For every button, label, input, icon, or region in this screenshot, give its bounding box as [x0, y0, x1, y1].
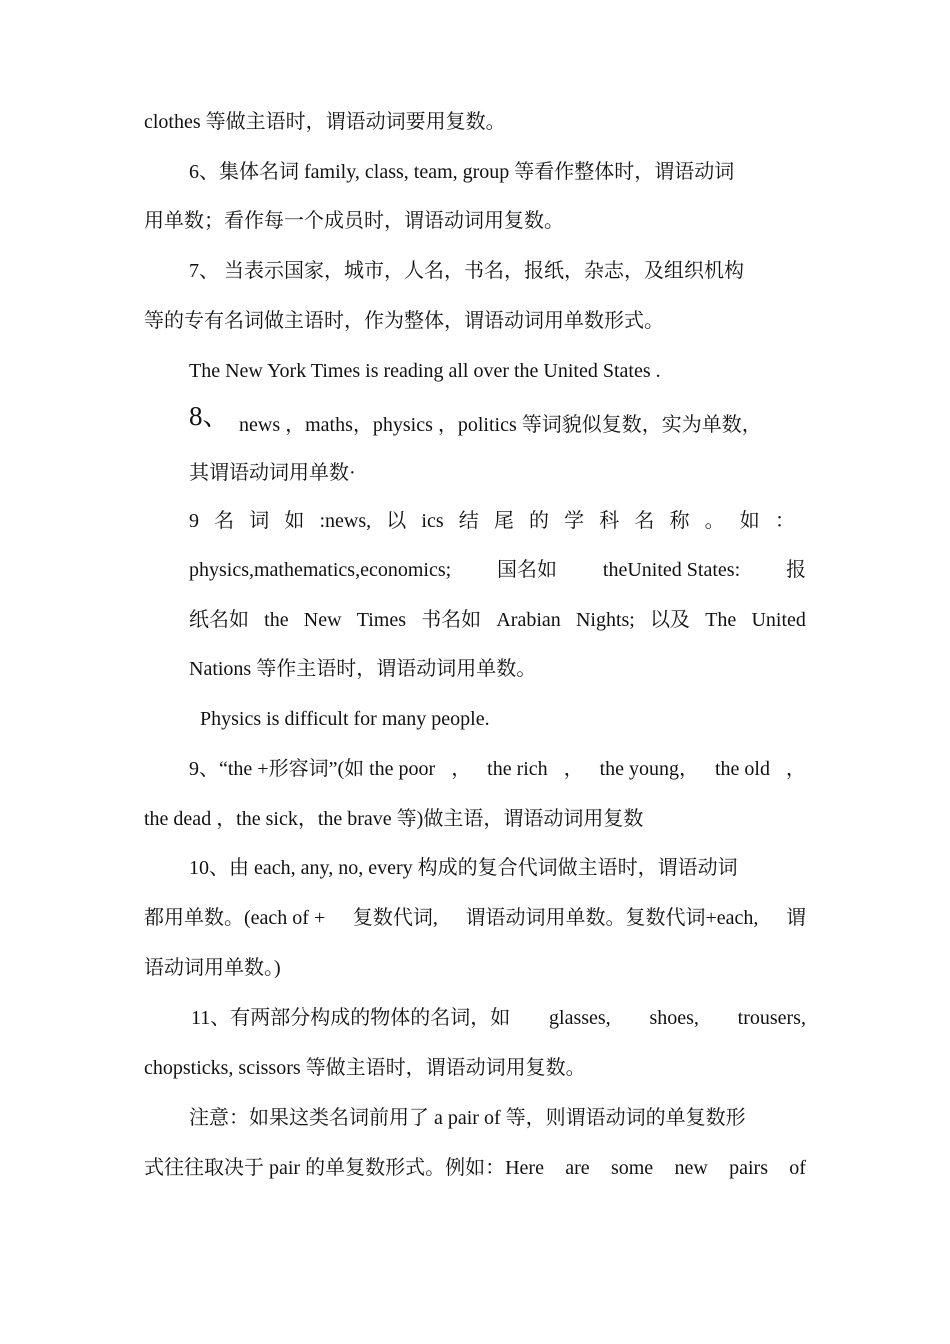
word: theUnited States: — [602, 559, 741, 581]
word: some — [610, 1157, 654, 1179]
word: physics,mathematics,economics; — [189, 559, 452, 581]
word: shoes, — [649, 1007, 699, 1029]
word: :news, — [319, 510, 372, 532]
word: the young， — [599, 758, 700, 780]
word: 尾 — [493, 510, 514, 532]
text-line — [189, 607, 806, 633]
text-line: 等的专有名词做主语时，作为整体，谓语动词用单数形式。 — [144, 310, 664, 332]
word: are — [565, 1157, 590, 1179]
word: 谓 — [785, 907, 806, 929]
word: 9、“the +形容词”(如 the poor — [189, 758, 436, 780]
word: The — [705, 609, 737, 631]
text-line: 语动词用单数。) — [144, 957, 281, 979]
text-line: clothes 等做主语时，谓语动词要用复数。 — [144, 111, 506, 133]
word: 谓语动词用单数。复数代词+each, — [465, 907, 759, 929]
word: the rich — [487, 758, 548, 780]
text-line: 注意：如果这类名词前用了 a pair of 等，则谓语动词的单复数形 — [189, 1107, 746, 1129]
text-line: 用单数；看作每一个成员时，谓语动词用复数。 — [144, 210, 564, 232]
word: 以及 — [650, 609, 691, 631]
text-line: 6、集体名词 family, class, team, group 等看作整体时，谓语动词 — [189, 161, 735, 183]
word: ， — [785, 758, 806, 780]
text-line — [191, 1005, 806, 1031]
text-line — [189, 557, 806, 583]
text-line — [189, 508, 795, 534]
word: 书名如 — [421, 609, 482, 631]
word: pairs — [729, 1157, 768, 1179]
text-line — [144, 1155, 806, 1181]
word: 报 — [786, 559, 806, 581]
word: 学 — [564, 510, 585, 532]
word: trousers, — [737, 1007, 806, 1029]
word: 名 — [214, 510, 235, 532]
text-line — [189, 401, 762, 436]
word: the — [264, 609, 289, 631]
word: 。 — [704, 510, 725, 532]
text-line: chopsticks, scissors 等做主语时，谓语动词用复数。 — [144, 1057, 586, 1079]
word: 如 — [739, 510, 760, 532]
word: ， — [563, 758, 584, 780]
word: ， — [451, 758, 472, 780]
text-line: Nations 等作主语时，谓语动词用单数。 — [189, 658, 537, 680]
text-line: The New York Times is reading all over the United States . — [189, 360, 661, 382]
word: ： — [774, 510, 795, 532]
word: ics — [421, 510, 444, 532]
word: new — [674, 1157, 708, 1179]
text-line: 7、 当表示国家，城市，人名，书名，报纸，杂志，及组织机构 — [189, 260, 744, 282]
word: United — [751, 609, 806, 631]
word: 都用单数。(each of + — [144, 907, 326, 929]
word: 如 — [284, 510, 305, 532]
word: 式往往取决于 pair 的单复数形式。例如：Here — [144, 1157, 544, 1179]
word: Arabian — [496, 609, 561, 631]
word: the old — [714, 758, 770, 780]
word: of — [789, 1157, 806, 1179]
word: 以 — [386, 510, 407, 532]
word: 结 — [458, 510, 479, 532]
word: Nights; — [575, 609, 635, 631]
text-line — [144, 905, 806, 931]
word: 词 — [249, 510, 270, 532]
word: 纸名如 — [189, 609, 249, 631]
word: 复数代词, — [352, 907, 438, 929]
item-text: news ，maths，physics ，politics 等词貌似复数，实为单数， — [239, 414, 762, 436]
text-line: Physics is difficult for many people. — [200, 708, 490, 730]
word: 国名如 — [497, 559, 558, 581]
item-number: 8、 — [189, 401, 230, 431]
word: 9 — [189, 510, 199, 532]
word: 11、有两部分构成的物体的名词，如 — [191, 1007, 511, 1029]
text-line: 其谓语动词用单数· — [189, 462, 356, 484]
word: 的 — [529, 510, 550, 532]
text-line — [189, 756, 806, 782]
word: 名 — [634, 510, 655, 532]
word: 称 — [669, 510, 690, 532]
word: glasses, — [549, 1007, 611, 1029]
text-line: the dead ，the sick，the brave 等)做主语，谓语动词用复数 — [144, 808, 644, 830]
word: New — [303, 609, 342, 631]
word: Times — [356, 609, 407, 631]
word: 科 — [599, 510, 620, 532]
text-line: 10、由 each, any, no, every 构成的复合代词做主语时，谓语动词 — [189, 857, 738, 879]
